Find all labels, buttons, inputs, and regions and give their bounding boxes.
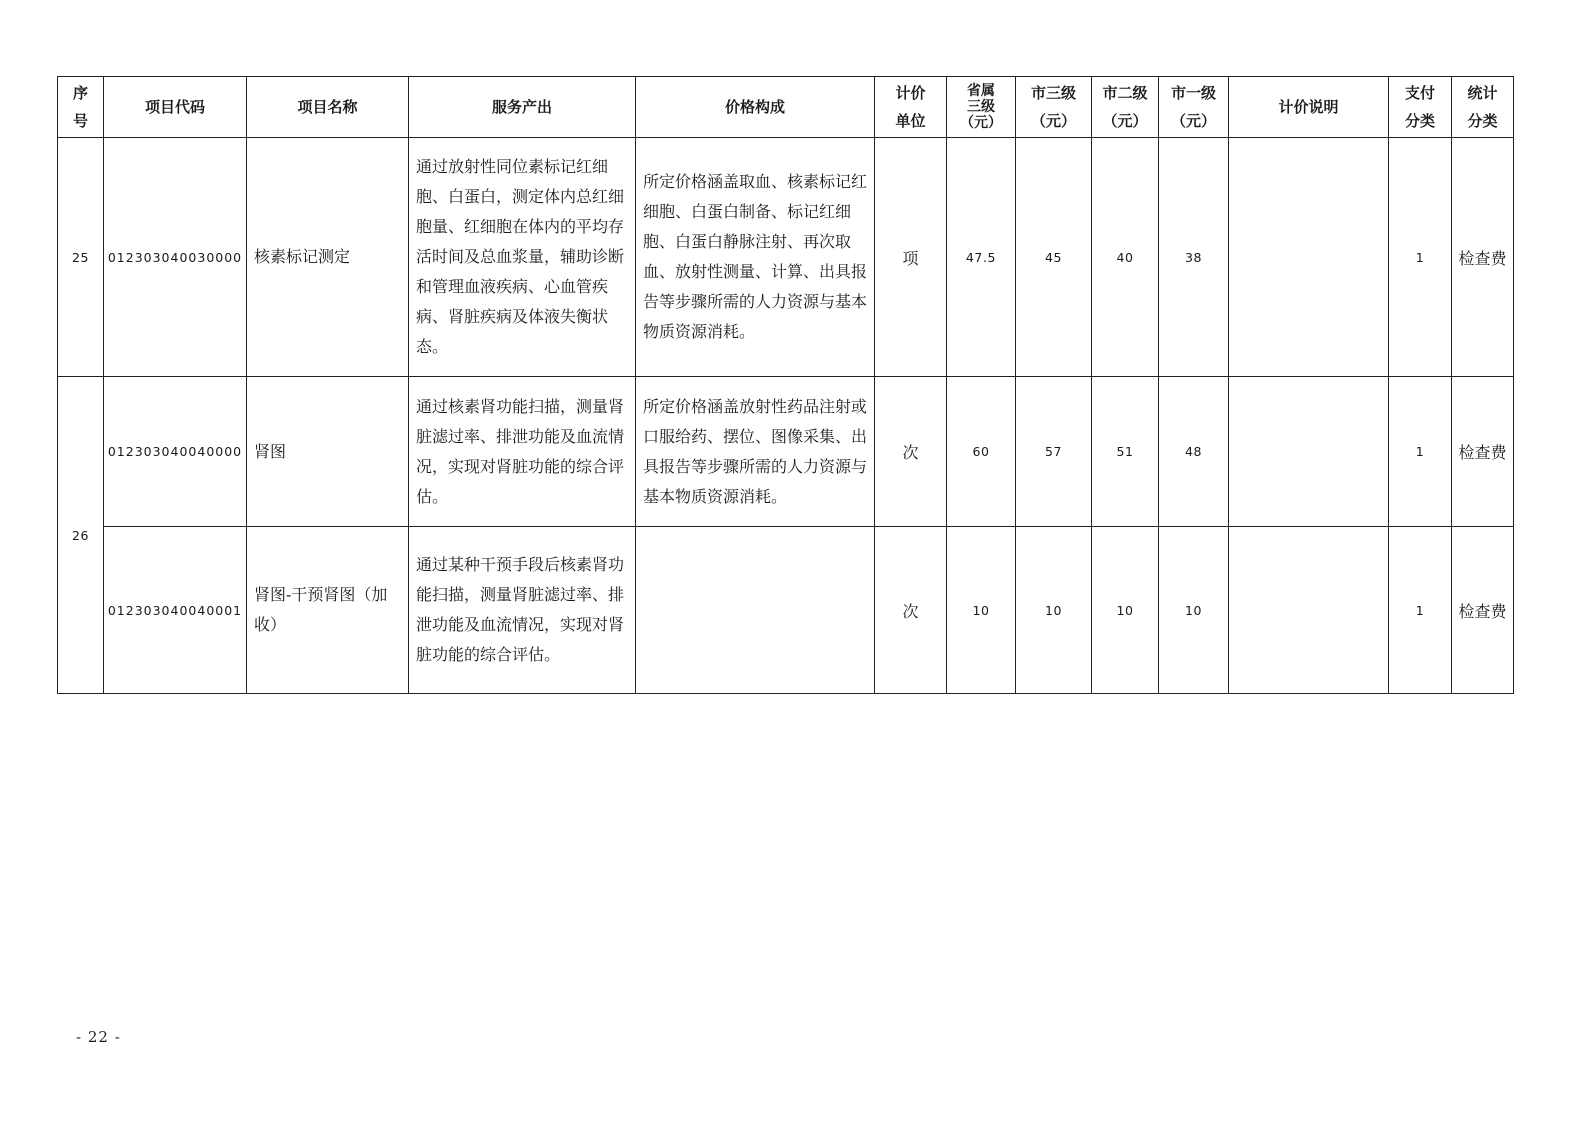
cell-unit: 次 — [875, 527, 947, 694]
page-number: - 22 - — [76, 1028, 121, 1046]
cell-unit: 项 — [875, 138, 947, 377]
cell-stat: 检查费 — [1452, 527, 1514, 694]
header-composition: 价格构成 — [636, 77, 875, 138]
header-stat: 统计 分类 — [1452, 77, 1514, 138]
cell-code: 012303040040000 — [104, 377, 247, 527]
header-city1: 市一级 （元） — [1159, 77, 1229, 138]
cell-note — [1229, 527, 1389, 694]
cell-code: 012303040040001 — [104, 527, 247, 694]
cell-city3: 57 — [1016, 377, 1092, 527]
cell-city1: 38 — [1159, 138, 1229, 377]
header-city2: 市二级 （元） — [1092, 77, 1159, 138]
header-name: 项目名称 — [247, 77, 409, 138]
cell-city2: 51 — [1092, 377, 1159, 527]
cell-name: 肾图-干预肾图（加收） — [247, 527, 409, 694]
cell-code: 012303040030000 — [104, 138, 247, 377]
cell-note — [1229, 138, 1389, 377]
header-row — [58, 77, 1514, 138]
header-provincial: 省属 三级 （元） — [947, 77, 1016, 138]
cell-composition: 所定价格涵盖放射性药品注射或口服给药、摆位、图像采集、出具报告等步骤所需的人力资源与基本物质资源消耗。 — [636, 377, 875, 527]
header-city3: 市三级 （元） — [1016, 77, 1092, 138]
cell-city1: 48 — [1159, 377, 1229, 527]
cell-unit: 次 — [875, 377, 947, 527]
price-table — [57, 76, 1514, 694]
header-payment: 支付 分类 — [1389, 77, 1452, 138]
cell-city1: 10 — [1159, 527, 1229, 694]
cell-provincial: 47.5 — [947, 138, 1016, 377]
cell-provincial: 10 — [947, 527, 1016, 694]
cell-composition: 所定价格涵盖取血、核素标记红细胞、白蛋白制备、标记红细胞、白蛋白静脉注射、再次取血、放射性测量、计算、出具报告等步骤所需的人力资源与基本物质资源消耗。 — [636, 138, 875, 377]
cell-stat: 检查费 — [1452, 138, 1514, 377]
cell-payment: 1 — [1389, 138, 1452, 377]
cell-city3: 10 — [1016, 527, 1092, 694]
cell-city3: 45 — [1016, 138, 1092, 377]
cell-stat: 检查费 — [1452, 377, 1514, 527]
cell-composition — [636, 527, 875, 694]
cell-city2: 10 — [1092, 527, 1159, 694]
header-code: 项目代码 — [104, 77, 247, 138]
table-row — [58, 138, 1514, 377]
cell-payment: 1 — [1389, 527, 1452, 694]
cell-name: 核素标记测定 — [247, 138, 409, 377]
header-unit: 计价 单位 — [875, 77, 947, 138]
cell-output: 通过核素肾功能扫描，测量肾脏滤过率、排泄功能及血流情况，实现对肾脏功能的综合评估。 — [409, 377, 636, 527]
cell-city2: 40 — [1092, 138, 1159, 377]
table-row — [58, 377, 1514, 527]
cell-payment: 1 — [1389, 377, 1452, 527]
cell-provincial: 60 — [947, 377, 1016, 527]
header-seq: 序 号 — [58, 77, 104, 138]
cell-seq: 26 — [58, 377, 104, 694]
cell-note — [1229, 377, 1389, 527]
header-output: 服务产出 — [409, 77, 636, 138]
table-row — [58, 527, 1514, 694]
cell-output: 通过某种干预手段后核素肾功能扫描，测量肾脏滤过率、排泄功能及血流情况，实现对肾脏功能的综合评估。 — [409, 527, 636, 694]
cell-name: 肾图 — [247, 377, 409, 527]
cell-seq: 25 — [58, 138, 104, 377]
cell-output: 通过放射性同位素标记红细胞、白蛋白，测定体内总红细胞量、红细胞在体内的平均存活时间及总血浆量，辅助诊断和管理血液疾病、心血管疾病、肾脏疾病及体液失衡状态。 — [409, 138, 636, 377]
header-note: 计价说明 — [1229, 77, 1389, 138]
